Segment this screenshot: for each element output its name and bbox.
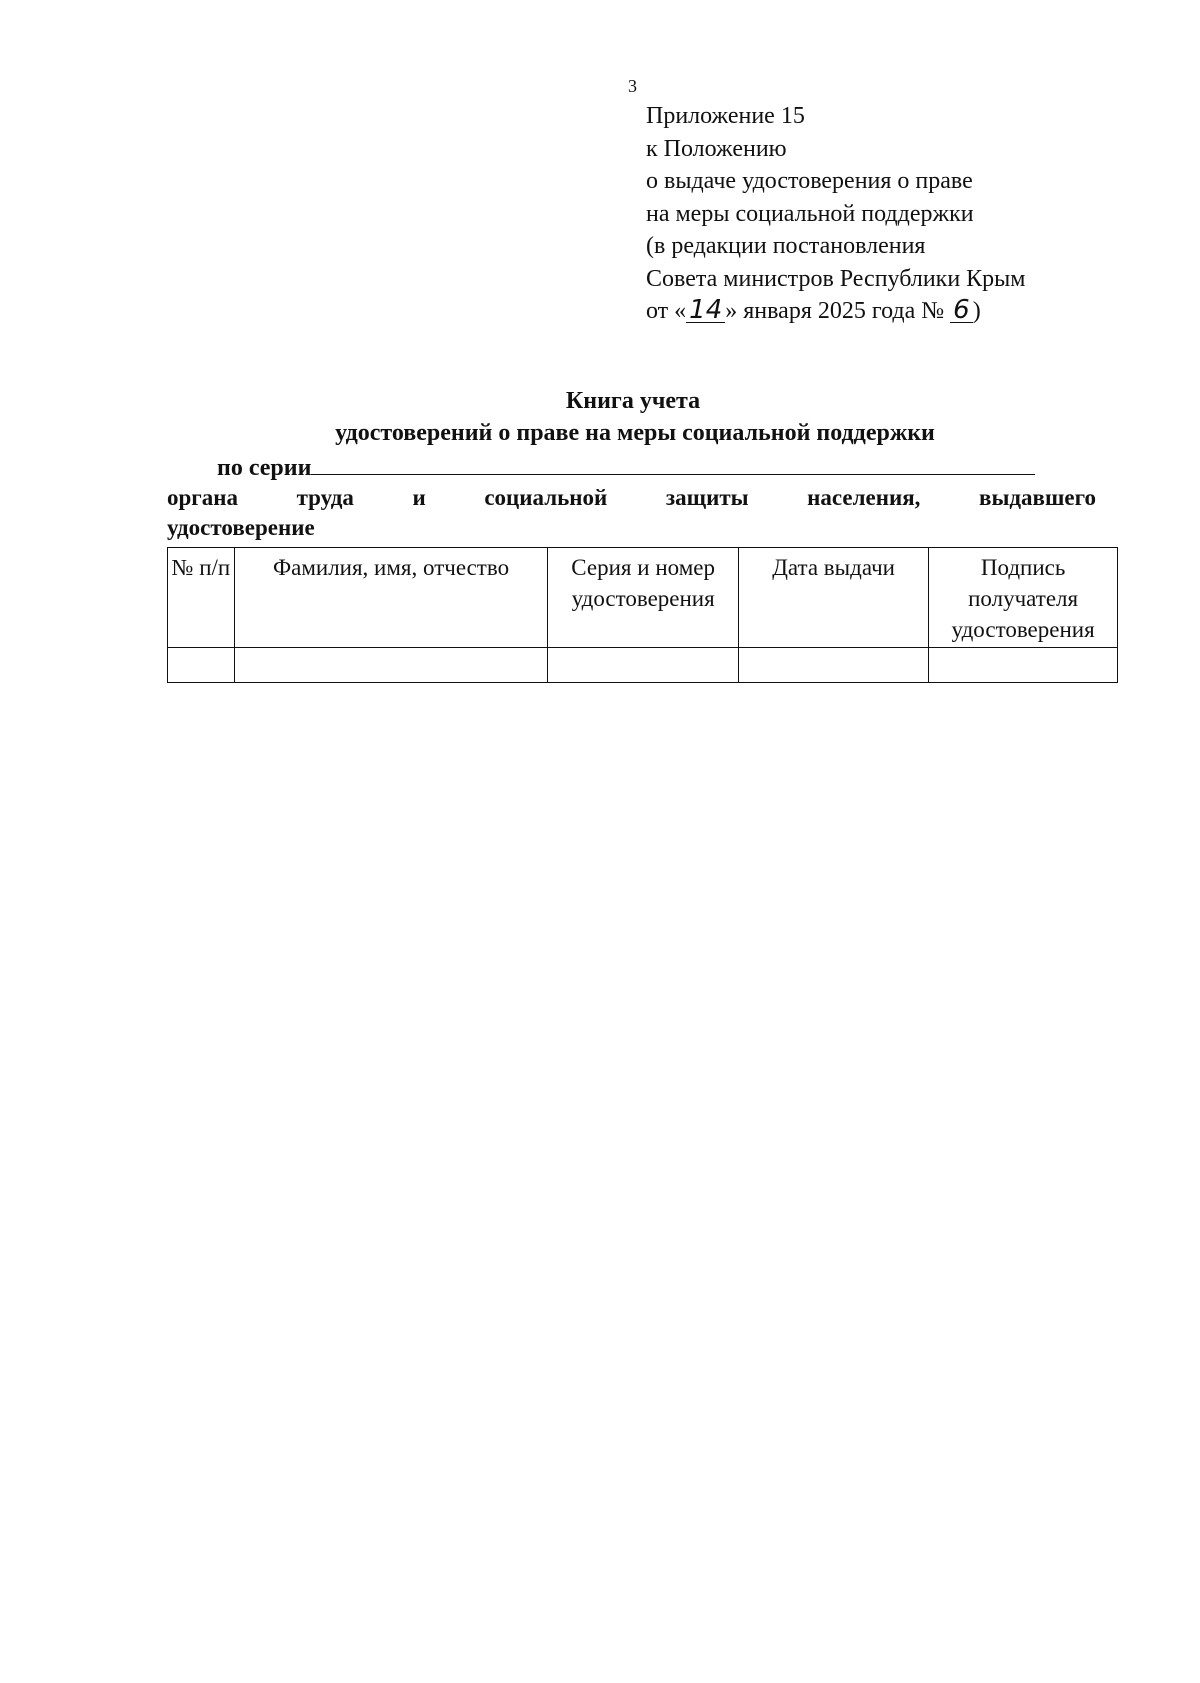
handwritten-day: 14: [686, 298, 725, 323]
organ-line-tail: удостоверение: [167, 515, 315, 540]
series-field: [217, 452, 1035, 482]
appendix-line: Совета министров Республики Крым: [646, 265, 1026, 292]
appendix-line: к Положению: [646, 135, 787, 162]
page-number: 3: [628, 76, 637, 96]
appendix-line: о выдаче удостоверения о праве: [646, 168, 973, 194]
table-cell[interactable]: [929, 648, 1118, 683]
handwritten-number: 6: [950, 298, 973, 323]
header-number: № п/п: [168, 548, 235, 648]
table-header-row: [168, 548, 1118, 648]
table-cell[interactable]: [234, 648, 548, 683]
organ-line: [167, 485, 1096, 511]
table-row: [168, 648, 1118, 683]
date-prefix: от «: [646, 298, 687, 324]
series-label: по серии: [217, 455, 312, 481]
header-series-number: Серия и номер удостоверения: [548, 548, 739, 648]
appendix-line: Приложение 15: [646, 103, 805, 129]
organ-word: социальной: [484, 485, 608, 510]
date-middle: » января 2025 года №: [725, 298, 951, 324]
header-full-name: Фамилия, имя, отчество: [234, 548, 548, 648]
appendix-date-line: [646, 295, 1026, 328]
appendix-block: [646, 100, 1026, 328]
series-blank-line[interactable]: [311, 452, 1035, 475]
appendix-line: на меры социальной поддержки: [646, 200, 974, 227]
document-title: Книга учета: [565, 388, 701, 414]
document-subtitle: удостоверений о праве на меры социальной поддержки: [335, 420, 935, 446]
table-cell[interactable]: [168, 648, 235, 683]
organ-word: и: [412, 485, 426, 510]
organ-word: защиты: [665, 485, 749, 510]
organ-word: населения,: [807, 485, 921, 510]
table-cell[interactable]: [548, 648, 739, 683]
organ-word: органа: [167, 485, 238, 510]
appendix-line: (в редакции постановления: [646, 233, 926, 259]
header-issue-date: Дата выдачи: [739, 548, 929, 648]
date-suffix: ): [972, 298, 981, 324]
header-signature: Подпись получателя удостоверения: [929, 548, 1118, 648]
table-cell[interactable]: [739, 648, 929, 683]
register-table: [167, 547, 1118, 683]
organ-word: выдавшего: [979, 485, 1096, 510]
organ-word: труда: [296, 485, 354, 510]
